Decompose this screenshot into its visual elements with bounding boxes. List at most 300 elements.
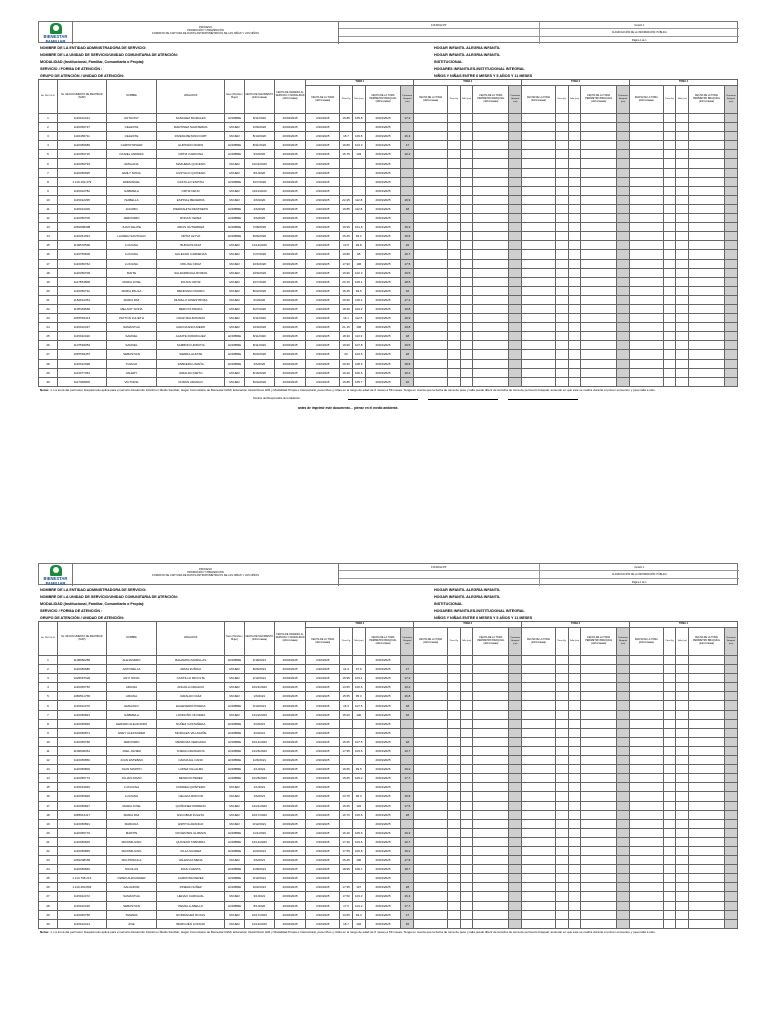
arm-date-cell[interactable]: 20/03/2025 [365, 341, 401, 350]
empty-measure-cell[interactable] [568, 728, 581, 737]
empty-measure-cell[interactable] [629, 701, 663, 710]
empty-measure-cell[interactable] [663, 223, 676, 232]
empty-measure-cell[interactable] [509, 123, 522, 132]
empty-measure-cell[interactable] [555, 846, 568, 855]
empty-measure-cell[interactable] [555, 304, 568, 313]
empty-measure-cell[interactable] [663, 756, 676, 765]
empty-measure-cell[interactable] [448, 304, 461, 313]
measure-date-cell[interactable]: 2/20/2025 [306, 159, 340, 168]
empty-measure-cell[interactable] [617, 250, 630, 259]
empty-measure-cell[interactable] [473, 368, 509, 377]
empty-measure-cell[interactable] [473, 774, 509, 783]
empty-measure-cell[interactable] [414, 341, 448, 350]
empty-measure-cell[interactable] [663, 259, 676, 268]
empty-measure-cell[interactable] [448, 810, 461, 819]
empty-measure-cell[interactable] [689, 232, 725, 241]
empty-measure-cell[interactable] [414, 241, 448, 250]
empty-measure-cell[interactable] [629, 268, 663, 277]
height-cell[interactable] [352, 186, 365, 195]
empty-measure-cell[interactable] [689, 837, 725, 846]
empty-measure-cell[interactable] [689, 186, 725, 195]
empty-measure-cell[interactable] [629, 277, 663, 286]
height-cell[interactable]: 99.8 [352, 241, 365, 250]
empty-measure-cell[interactable] [663, 286, 676, 295]
empty-measure-cell[interactable] [676, 801, 689, 810]
empty-measure-cell[interactable] [414, 783, 448, 792]
empty-measure-cell[interactable] [581, 141, 617, 150]
arm-circumference-cell[interactable]: 18 [401, 701, 414, 710]
empty-measure-cell[interactable] [509, 856, 522, 865]
measure-date-cell[interactable]: 2/20/2025 [306, 132, 340, 141]
arm-date-cell[interactable]: 20/03/2025 [365, 323, 401, 332]
empty-measure-cell[interactable] [725, 177, 738, 186]
empty-measure-cell[interactable] [460, 295, 473, 304]
empty-measure-cell[interactable] [676, 919, 689, 928]
empty-measure-cell[interactable] [617, 801, 630, 810]
empty-measure-cell[interactable] [522, 728, 556, 737]
weight-cell[interactable] [340, 168, 353, 177]
empty-measure-cell[interactable] [725, 710, 738, 719]
empty-measure-cell[interactable] [460, 674, 473, 683]
empty-measure-cell[interactable] [509, 304, 522, 313]
measure-date-cell[interactable]: 2/20/2025 [306, 665, 340, 674]
height-cell[interactable]: 106.8 [352, 132, 365, 141]
empty-measure-cell[interactable] [629, 232, 663, 241]
arm-date-cell[interactable]: 20/03/2025 [365, 268, 401, 277]
empty-measure-cell[interactable] [509, 368, 522, 377]
weight-cell[interactable] [340, 186, 353, 195]
empty-measure-cell[interactable] [473, 186, 509, 195]
empty-measure-cell[interactable] [663, 828, 676, 837]
empty-measure-cell[interactable] [473, 250, 509, 259]
empty-measure-cell[interactable] [663, 856, 676, 865]
weight-cell[interactable]: 17.90 [340, 259, 353, 268]
empty-measure-cell[interactable] [676, 323, 689, 332]
empty-measure-cell[interactable] [617, 910, 630, 919]
empty-measure-cell[interactable] [509, 883, 522, 892]
empty-measure-cell[interactable] [629, 665, 663, 674]
empty-measure-cell[interactable] [568, 819, 581, 828]
arm-date-cell[interactable]: 20/03/2025 [365, 737, 401, 746]
empty-measure-cell[interactable] [509, 177, 522, 186]
empty-measure-cell[interactable] [414, 214, 448, 223]
weight-cell[interactable]: 16.70 [340, 810, 353, 819]
empty-measure-cell[interactable] [509, 901, 522, 910]
measure-date-cell[interactable]: 2/20/2025 [306, 223, 340, 232]
empty-measure-cell[interactable] [676, 368, 689, 377]
empty-measure-cell[interactable] [448, 692, 461, 701]
weight-cell[interactable]: 17.95 [340, 883, 353, 892]
empty-measure-cell[interactable] [414, 159, 448, 168]
empty-measure-cell[interactable] [522, 314, 556, 323]
empty-measure-cell[interactable] [689, 323, 725, 332]
empty-measure-cell[interactable] [522, 665, 556, 674]
empty-measure-cell[interactable] [522, 150, 556, 159]
empty-measure-cell[interactable] [448, 728, 461, 737]
height-cell[interactable]: 106 [352, 259, 365, 268]
empty-measure-cell[interactable] [414, 746, 448, 755]
empty-measure-cell[interactable] [617, 232, 630, 241]
arm-circumference-cell[interactable]: 16.7 [401, 250, 414, 259]
empty-measure-cell[interactable] [663, 846, 676, 855]
weight-cell[interactable]: 16.95 [340, 223, 353, 232]
empty-measure-cell[interactable] [414, 701, 448, 710]
empty-measure-cell[interactable] [448, 377, 461, 386]
empty-measure-cell[interactable] [725, 368, 738, 377]
weight-cell[interactable] [340, 783, 353, 792]
empty-measure-cell[interactable] [509, 728, 522, 737]
height-cell[interactable]: 95.3 [352, 692, 365, 701]
empty-measure-cell[interactable] [568, 710, 581, 719]
empty-measure-cell[interactable] [509, 232, 522, 241]
empty-measure-cell[interactable] [555, 837, 568, 846]
empty-measure-cell[interactable] [689, 332, 725, 341]
empty-measure-cell[interactable] [522, 774, 556, 783]
empty-measure-cell[interactable] [568, 919, 581, 928]
arm-circumference-cell[interactable]: 17 [401, 665, 414, 674]
arm-date-cell[interactable]: 20/03/2025 [365, 774, 401, 783]
empty-measure-cell[interactable] [473, 159, 509, 168]
empty-measure-cell[interactable] [460, 304, 473, 313]
empty-measure-cell[interactable] [689, 241, 725, 250]
height-cell[interactable]: 107.5 [352, 737, 365, 746]
measure-date-cell[interactable]: 2/20/2025 [306, 774, 340, 783]
empty-measure-cell[interactable] [473, 910, 509, 919]
empty-measure-cell[interactable] [448, 232, 461, 241]
arm-date-cell[interactable]: 20/03/2025 [365, 819, 401, 828]
empty-measure-cell[interactable] [414, 286, 448, 295]
empty-measure-cell[interactable] [617, 656, 630, 665]
measure-date-cell[interactable]: 2/20/2025 [306, 656, 340, 665]
empty-measure-cell[interactable] [522, 141, 556, 150]
empty-measure-cell[interactable] [663, 114, 676, 123]
empty-measure-cell[interactable] [617, 692, 630, 701]
empty-measure-cell[interactable] [568, 856, 581, 865]
measure-date-cell[interactable]: 2/20/2025 [306, 783, 340, 792]
empty-measure-cell[interactable] [617, 683, 630, 692]
empty-measure-cell[interactable] [448, 683, 461, 692]
measure-date-cell[interactable]: 2/20/2025 [306, 304, 340, 313]
empty-measure-cell[interactable] [555, 277, 568, 286]
empty-measure-cell[interactable] [522, 837, 556, 846]
empty-measure-cell[interactable] [460, 341, 473, 350]
empty-measure-cell[interactable] [555, 828, 568, 837]
empty-measure-cell[interactable] [663, 232, 676, 241]
empty-measure-cell[interactable] [414, 277, 448, 286]
weight-cell[interactable]: 14.3 [340, 665, 353, 674]
measure-date-cell[interactable]: 2/20/2025 [306, 232, 340, 241]
measure-date-cell[interactable]: 2/20/2025 [306, 141, 340, 150]
empty-measure-cell[interactable] [448, 737, 461, 746]
arm-date-cell[interactable]: 20/03/2025 [365, 359, 401, 368]
empty-measure-cell[interactable] [663, 701, 676, 710]
height-cell[interactable] [352, 123, 365, 132]
empty-measure-cell[interactable] [581, 856, 617, 865]
height-cell[interactable]: 99.5 [352, 765, 365, 774]
empty-measure-cell[interactable] [725, 186, 738, 195]
empty-measure-cell[interactable] [473, 874, 509, 883]
empty-measure-cell[interactable] [555, 241, 568, 250]
empty-measure-cell[interactable] [460, 783, 473, 792]
measure-date-cell[interactable]: 2/20/2025 [306, 765, 340, 774]
empty-measure-cell[interactable] [725, 141, 738, 150]
empty-measure-cell[interactable] [725, 195, 738, 204]
empty-measure-cell[interactable] [522, 214, 556, 223]
arm-date-cell[interactable]: 20/03/2025 [365, 792, 401, 801]
arm-circumference-cell[interactable]: 17.8 [401, 856, 414, 865]
empty-measure-cell[interactable] [581, 304, 617, 313]
empty-measure-cell[interactable] [473, 765, 509, 774]
empty-measure-cell[interactable] [509, 168, 522, 177]
height-cell[interactable]: 97.6 [352, 665, 365, 674]
empty-measure-cell[interactable] [568, 286, 581, 295]
empty-measure-cell[interactable] [448, 159, 461, 168]
empty-measure-cell[interactable] [617, 756, 630, 765]
empty-measure-cell[interactable] [448, 132, 461, 141]
empty-measure-cell[interactable] [509, 910, 522, 919]
empty-measure-cell[interactable] [414, 801, 448, 810]
empty-measure-cell[interactable] [509, 683, 522, 692]
empty-measure-cell[interactable] [522, 232, 556, 241]
empty-measure-cell[interactable] [629, 323, 663, 332]
empty-measure-cell[interactable] [568, 114, 581, 123]
empty-measure-cell[interactable] [663, 883, 676, 892]
empty-measure-cell[interactable] [460, 919, 473, 928]
empty-measure-cell[interactable] [509, 332, 522, 341]
empty-measure-cell[interactable] [555, 268, 568, 277]
empty-measure-cell[interactable] [617, 901, 630, 910]
empty-measure-cell[interactable] [568, 277, 581, 286]
empty-measure-cell[interactable] [663, 737, 676, 746]
measure-date-cell[interactable]: 2/20/2025 [306, 295, 340, 304]
empty-measure-cell[interactable] [460, 350, 473, 359]
weight-cell[interactable] [340, 123, 353, 132]
weight-cell[interactable]: 18.30 [340, 332, 353, 341]
empty-measure-cell[interactable] [522, 332, 556, 341]
empty-measure-cell[interactable] [689, 683, 725, 692]
weight-cell[interactable]: 18.7 [340, 132, 353, 141]
empty-measure-cell[interactable] [414, 692, 448, 701]
empty-measure-cell[interactable] [414, 232, 448, 241]
arm-circumference-cell[interactable]: 17.2 [401, 295, 414, 304]
empty-measure-cell[interactable] [473, 277, 509, 286]
measure-date-cell[interactable]: 2/20/2025 [306, 719, 340, 728]
empty-measure-cell[interactable] [509, 710, 522, 719]
weight-cell[interactable]: 16.85 [340, 377, 353, 386]
empty-measure-cell[interactable] [568, 168, 581, 177]
empty-measure-cell[interactable] [448, 701, 461, 710]
empty-measure-cell[interactable] [689, 692, 725, 701]
empty-measure-cell[interactable] [522, 186, 556, 195]
arm-date-cell[interactable]: 20/03/2025 [365, 710, 401, 719]
empty-measure-cell[interactable] [568, 765, 581, 774]
empty-measure-cell[interactable] [448, 186, 461, 195]
empty-measure-cell[interactable] [522, 901, 556, 910]
measure-date-cell[interactable]: 2/20/2025 [306, 250, 340, 259]
empty-measure-cell[interactable] [473, 710, 509, 719]
empty-measure-cell[interactable] [663, 837, 676, 846]
empty-measure-cell[interactable] [676, 746, 689, 755]
arm-circumference-cell[interactable]: 16.2 [401, 683, 414, 692]
empty-measure-cell[interactable] [663, 792, 676, 801]
arm-circumference-cell[interactable]: 16.3 [401, 828, 414, 837]
empty-measure-cell[interactable] [629, 195, 663, 204]
empty-measure-cell[interactable] [522, 277, 556, 286]
empty-measure-cell[interactable] [617, 304, 630, 313]
height-cell[interactable]: 98 [352, 250, 365, 259]
empty-measure-cell[interactable] [676, 828, 689, 837]
empty-measure-cell[interactable] [568, 874, 581, 883]
arm-date-cell[interactable]: 20/03/2025 [365, 883, 401, 892]
empty-measure-cell[interactable] [581, 792, 617, 801]
empty-measure-cell[interactable] [473, 919, 509, 928]
empty-measure-cell[interactable] [725, 341, 738, 350]
empty-measure-cell[interactable] [676, 259, 689, 268]
empty-measure-cell[interactable] [522, 737, 556, 746]
empty-measure-cell[interactable] [629, 792, 663, 801]
arm-circumference-cell[interactable] [401, 159, 414, 168]
empty-measure-cell[interactable] [448, 919, 461, 928]
empty-measure-cell[interactable] [555, 150, 568, 159]
empty-measure-cell[interactable] [629, 123, 663, 132]
empty-measure-cell[interactable] [473, 241, 509, 250]
empty-measure-cell[interactable] [676, 186, 689, 195]
empty-measure-cell[interactable] [414, 665, 448, 674]
empty-measure-cell[interactable] [689, 856, 725, 865]
empty-measure-cell[interactable] [555, 314, 568, 323]
empty-measure-cell[interactable] [725, 241, 738, 250]
empty-measure-cell[interactable] [725, 683, 738, 692]
empty-measure-cell[interactable] [663, 665, 676, 674]
weight-cell[interactable]: 18.95 [340, 865, 353, 874]
empty-measure-cell[interactable] [725, 332, 738, 341]
empty-measure-cell[interactable] [555, 223, 568, 232]
empty-measure-cell[interactable] [617, 865, 630, 874]
arm-circumference-cell[interactable]: 17 [401, 141, 414, 150]
height-cell[interactable]: 102 [352, 801, 365, 810]
empty-measure-cell[interactable] [629, 846, 663, 855]
empty-measure-cell[interactable] [581, 314, 617, 323]
arm-date-cell[interactable]: 20/03/2025 [365, 801, 401, 810]
arm-circumference-cell[interactable]: 18.5 [401, 277, 414, 286]
empty-measure-cell[interactable] [473, 783, 509, 792]
empty-measure-cell[interactable] [522, 783, 556, 792]
empty-measure-cell[interactable] [473, 865, 509, 874]
empty-measure-cell[interactable] [676, 837, 689, 846]
empty-measure-cell[interactable] [617, 674, 630, 683]
empty-measure-cell[interactable] [555, 204, 568, 213]
empty-measure-cell[interactable] [473, 295, 509, 304]
arm-date-cell[interactable]: 20/03/2025 [365, 286, 401, 295]
height-cell[interactable]: 99.3 [352, 910, 365, 919]
empty-measure-cell[interactable] [663, 132, 676, 141]
empty-measure-cell[interactable] [725, 286, 738, 295]
weight-cell[interactable]: 17.95 [340, 746, 353, 755]
empty-measure-cell[interactable] [663, 186, 676, 195]
empty-measure-cell[interactable] [448, 665, 461, 674]
empty-measure-cell[interactable] [663, 774, 676, 783]
empty-measure-cell[interactable] [689, 719, 725, 728]
empty-measure-cell[interactable] [568, 323, 581, 332]
empty-measure-cell[interactable] [676, 250, 689, 259]
measure-date-cell[interactable]: 2/20/2025 [306, 865, 340, 874]
arm-date-cell[interactable]: 20/03/2025 [365, 195, 401, 204]
empty-measure-cell[interactable] [629, 901, 663, 910]
empty-measure-cell[interactable] [663, 295, 676, 304]
empty-measure-cell[interactable] [522, 341, 556, 350]
empty-measure-cell[interactable] [689, 150, 725, 159]
height-cell[interactable]: 105.4 [352, 295, 365, 304]
weight-cell[interactable]: 13.65 [340, 910, 353, 919]
arm-circumference-cell[interactable] [401, 214, 414, 223]
empty-measure-cell[interactable] [617, 919, 630, 928]
empty-measure-cell[interactable] [663, 901, 676, 910]
empty-measure-cell[interactable] [725, 692, 738, 701]
empty-measure-cell[interactable] [581, 837, 617, 846]
weight-cell[interactable]: 16.1 [340, 314, 353, 323]
empty-measure-cell[interactable] [509, 314, 522, 323]
empty-measure-cell[interactable] [555, 674, 568, 683]
empty-measure-cell[interactable] [568, 846, 581, 855]
empty-measure-cell[interactable] [725, 232, 738, 241]
empty-measure-cell[interactable] [414, 114, 448, 123]
empty-measure-cell[interactable] [522, 204, 556, 213]
empty-measure-cell[interactable] [617, 332, 630, 341]
empty-measure-cell[interactable] [725, 919, 738, 928]
empty-measure-cell[interactable] [509, 132, 522, 141]
height-cell[interactable]: 103.6 [352, 350, 365, 359]
measure-date-cell[interactable]: 2/20/2025 [306, 368, 340, 377]
empty-measure-cell[interactable] [581, 910, 617, 919]
empty-measure-cell[interactable] [689, 910, 725, 919]
empty-measure-cell[interactable] [522, 323, 556, 332]
empty-measure-cell[interactable] [555, 746, 568, 755]
empty-measure-cell[interactable] [663, 874, 676, 883]
empty-measure-cell[interactable] [689, 792, 725, 801]
empty-measure-cell[interactable] [581, 737, 617, 746]
measure-date-cell[interactable]: 2/20/2025 [306, 892, 340, 901]
empty-measure-cell[interactable] [663, 341, 676, 350]
empty-measure-cell[interactable] [414, 359, 448, 368]
empty-measure-cell[interactable] [414, 195, 448, 204]
weight-cell[interactable]: 19.80 [340, 250, 353, 259]
empty-measure-cell[interactable] [473, 719, 509, 728]
arm-circumference-cell[interactable]: 16.5 [401, 341, 414, 350]
empty-measure-cell[interactable] [460, 901, 473, 910]
empty-measure-cell[interactable] [581, 177, 617, 186]
empty-measure-cell[interactable] [725, 801, 738, 810]
empty-measure-cell[interactable] [460, 214, 473, 223]
empty-measure-cell[interactable] [568, 295, 581, 304]
empty-measure-cell[interactable] [414, 819, 448, 828]
empty-measure-cell[interactable] [414, 186, 448, 195]
empty-measure-cell[interactable] [473, 177, 509, 186]
arm-circumference-cell[interactable]: 16 [401, 919, 414, 928]
empty-measure-cell[interactable] [617, 783, 630, 792]
empty-measure-cell[interactable] [509, 819, 522, 828]
empty-measure-cell[interactable] [676, 883, 689, 892]
empty-measure-cell[interactable] [473, 141, 509, 150]
empty-measure-cell[interactable] [448, 150, 461, 159]
empty-measure-cell[interactable] [414, 674, 448, 683]
empty-measure-cell[interactable] [663, 810, 676, 819]
empty-measure-cell[interactable] [581, 783, 617, 792]
empty-measure-cell[interactable] [676, 277, 689, 286]
empty-measure-cell[interactable] [448, 819, 461, 828]
measure-date-cell[interactable]: 2/20/2025 [306, 856, 340, 865]
empty-measure-cell[interactable] [522, 865, 556, 874]
empty-measure-cell[interactable] [522, 123, 556, 132]
